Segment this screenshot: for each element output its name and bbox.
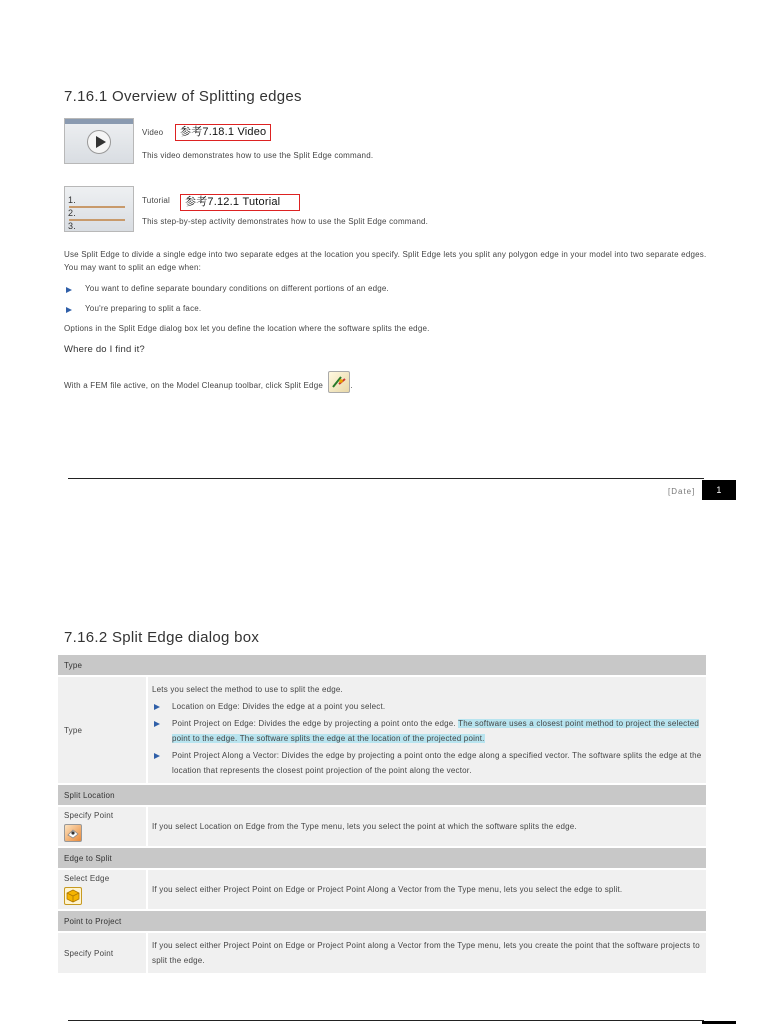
select-edge-label: Select Edge — [64, 874, 110, 883]
tutorial-thumbnail[interactable] — [64, 186, 134, 232]
table-group-header — [58, 655, 706, 676]
bullet-item: You're preparing to split a face. — [85, 304, 202, 313]
specify-point-project-description: If you select either Project Point on Edge or Project Point along a Vector from the Type menu, lets you create the point that the software projects to split the edge. — [147, 932, 706, 974]
where-text-end: . — [350, 381, 353, 391]
thumbnail-titlebar — [65, 119, 133, 124]
video-reference-link[interactable]: 参考7.18.1 Video — [175, 124, 271, 141]
bullet-arrow-icon — [154, 721, 160, 727]
specify-point-icon[interactable] — [64, 824, 82, 842]
bullet-arrow-icon — [66, 307, 72, 313]
type-description — [147, 676, 706, 784]
table-row — [58, 869, 706, 910]
where-instructions — [64, 375, 353, 397]
intro-paragraph: Use Split Edge to divide a single edge into two separate edges at the location you specify. Split Edge lets you split any polygon edge in your model into two separate edges. You may want to split an edge when: — [64, 250, 707, 272]
tutorial-step-3: 3. — [68, 221, 76, 231]
group-edge-to-split: Edge to Split — [58, 847, 706, 869]
tutorial-divider — [69, 206, 125, 208]
type-intro: Lets you select the method to use to split the edge. — [152, 685, 343, 694]
video-label: Video — [142, 128, 164, 137]
select-edge-icon[interactable] — [64, 887, 82, 905]
section-title-overview: 7.16.1 Overview of Splitting edges — [64, 88, 302, 105]
row-label-specify-point — [58, 806, 147, 847]
tutorial-step-1: 1. — [68, 195, 76, 205]
bullet-arrow-icon — [154, 753, 160, 759]
option-text: Point Project on Edge: Divides the edge by projecting a point onto the edge. — [172, 719, 459, 728]
table-row — [58, 932, 706, 974]
table-row — [58, 676, 706, 784]
type-option-location-on-edge — [152, 699, 702, 714]
footer-rule — [68, 478, 704, 479]
bullet-arrow-icon — [154, 704, 160, 710]
section-title-dialog: 7.16.2 Split Edge dialog box — [64, 629, 260, 646]
tutorial-label: Tutorial — [142, 196, 170, 205]
table-row — [58, 806, 706, 847]
tutorial-reference-link[interactable]: 参考7.12.1 Tutorial — [180, 194, 300, 211]
table-group-header — [58, 910, 706, 932]
where-heading: Where do I find it? — [64, 344, 145, 355]
group-point-to-project: Point to Project — [58, 910, 706, 932]
split-edge-options-table — [58, 655, 706, 975]
type-option-point-project-on-edge — [152, 716, 702, 746]
footer-date: [Date] — [668, 487, 696, 496]
table-group-header — [58, 784, 706, 806]
option-text: Location on Edge: Divides the edge at a point you select. — [172, 702, 386, 711]
play-icon[interactable] — [87, 130, 111, 154]
option-text: Point Project Along a Vector: Divides the edge by projecting a point onto the edge along a specified vector. The software splits the edge at the location that represents the closest point projection of the point along the vector. — [172, 751, 702, 775]
video-thumbnail[interactable] — [64, 118, 134, 164]
row-label-select-edge — [58, 869, 147, 910]
specify-point-label: Specify Point — [58, 932, 147, 974]
table-group-header — [58, 847, 706, 869]
tutorial-description: This step-by-step activity demonstrates how to use the Split Edge command. — [142, 217, 429, 226]
where-text: With a FEM file active, on the Model Cleanup toolbar, click Split Edge — [64, 381, 324, 391]
options-paragraph: Options in the Split Edge dialog box let you define the location where the software splits the edge. — [64, 324, 430, 333]
tutorial-divider — [69, 219, 125, 221]
specify-point-label: Specify Point — [64, 811, 114, 820]
type-option-point-project-along-vector — [152, 748, 702, 778]
highlighted-text: The software uses a closest point method to project the selected point to the edge. The software splits the edge at the location of the projected point. — [172, 719, 700, 743]
row-label-type: Type — [58, 676, 147, 784]
video-description: This video demonstrates how to use the Split Edge command. — [142, 151, 374, 160]
group-split-location: Split Location — [58, 784, 706, 806]
page-number: 1 — [702, 480, 736, 500]
group-type: Type — [58, 655, 706, 676]
specify-point-description: If you select Location on Edge from the Type menu, lets you select the point at which the software splits the edge. — [147, 806, 706, 847]
bullet-arrow-icon — [66, 287, 72, 293]
select-edge-description: If you select either Project Point on Edge or Project Point Along a Vector from the Type menu, lets you select the edge to split. — [147, 869, 706, 910]
split-edge-toolbar-icon[interactable] — [328, 371, 353, 393]
bullet-item: You want to define separate boundary conditions on different portions of an edge. — [85, 284, 389, 293]
tutorial-step-2: 2. — [68, 208, 76, 218]
footer-rule — [68, 1020, 704, 1021]
